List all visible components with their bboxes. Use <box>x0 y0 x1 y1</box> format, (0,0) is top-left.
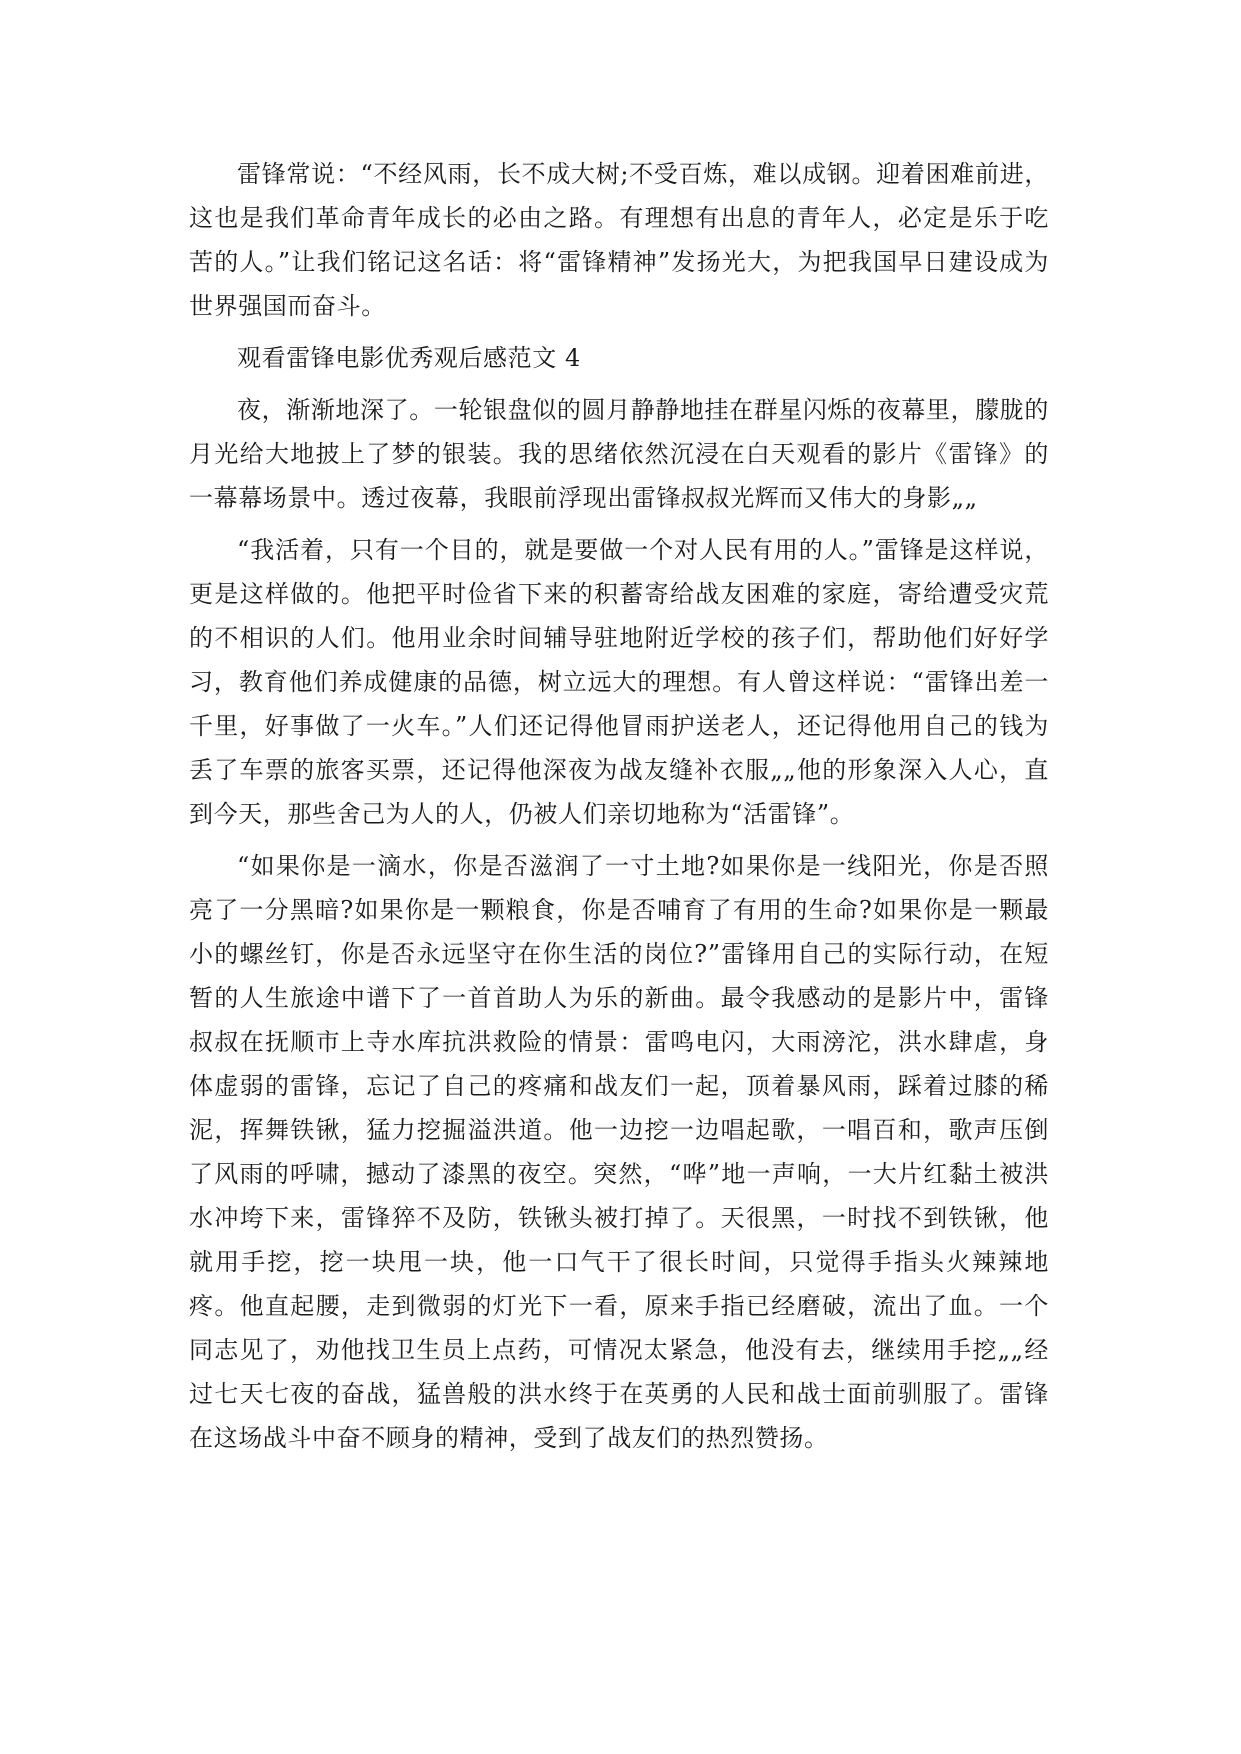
document-body <box>189 152 1049 1468</box>
section-heading: 观看雷锋电影优秀观后感范文 4 <box>237 344 581 372</box>
paragraph-night: 夜，渐渐地深了。一轮银盘似的圆月静静地挂在群星闪烁的夜幕里，朦胧的月光给大地披上了梦的银装。我的思绪依然沉浸在白天观看的影片《雷锋》的一幕幕场景中。透过夜幕，我眼前浮现出雷锋叔叔光辉而又伟大的身影„„ <box>189 396 1049 512</box>
paragraph-purpose: “我活着，只有一个目的，就是要做一个对人民有用的人。”雷锋是这样说，更是这样做的。他把平时俭省下来的积蓄寄给战友困难的家庭，寄给遭受灾荒的不相识的人们。他用业余时间辅导驻地附近学校的孩子们，帮助他们好好学习，教育他们养成健康的品德，树立远大的理想。有人曾这样说：“雷锋出差一千里，好事做了一火车。”人们还记得他冒雨护送老人，还记得他用自己的钱为丢了车票的旅客买票，还记得他深夜为战友缝补衣服„„他的形象深入人心，直到今天，那些舍己为人的人，仍被人们亲切地称为“活雷锋”。 <box>189 536 1049 828</box>
paragraph-flood: “如果你是一滴水，你是否滋润了一寸土地?如果你是一线阳光，你是否照亮了一分黑暗?如果你是一颗粮食，你是否哺育了有用的生命?如果你是一颗最小的螺丝钉，你是否永远坚守在你生活的岗位?”雷锋用自己的实际行动，在短暂的人生旅途中谱下了一首首助人为乐的新曲。最令我感动的是影片中，雷锋叔叔在抚顺市上寺水库抗洪救险的情景：雷鸣电闪，大雨滂沱，洪水肆虐，身体虚弱的雷锋，忘记了自己的疼痛和战友们一起，顶着暴风雨，踩着过膝的稀泥，挥舞铁锹，猛力挖掘溢洪道。他一边挖一边唱起歌，一唱百和，歌声压倒了风雨的呼啸，撼动了漆黑的夜空。突然，“哗”地一声响，一大片红黏土被洪水冲垮下来，雷锋猝不及防，铁锹头被打掉了。天很黑，一时找不到铁锹，他就用手挖，挖一块甩一块，他一口气干了很长时间，只觉得手指头火辣辣地疼。他直起腰，走到微弱的灯光下一看，原来手指已经磨破，流出了血。一个同志见了，劝他找卫生员上点药，可情况太紧急，他没有去，继续用手挖„„经过七天七夜的奋战，猛兽般的洪水终于在英勇的人民和战士面前驯服了。雷锋在这场战斗中奋不顾身的精神，受到了战友们的热烈赞扬。 <box>189 852 1049 1452</box>
paragraph-lei-feng-quote: 雷锋常说：“不经风雨，长不成大树;不受百炼，难以成钢。迎着困难前进，这也是我们革命青年成长的必由之路。有理想有出息的青年人，必定是乐于吃苦的人。”让我们铭记这名话：将“雷锋精神”发扬光大，为把我国早日建设成为世界强国而奋斗。 <box>189 160 1049 320</box>
